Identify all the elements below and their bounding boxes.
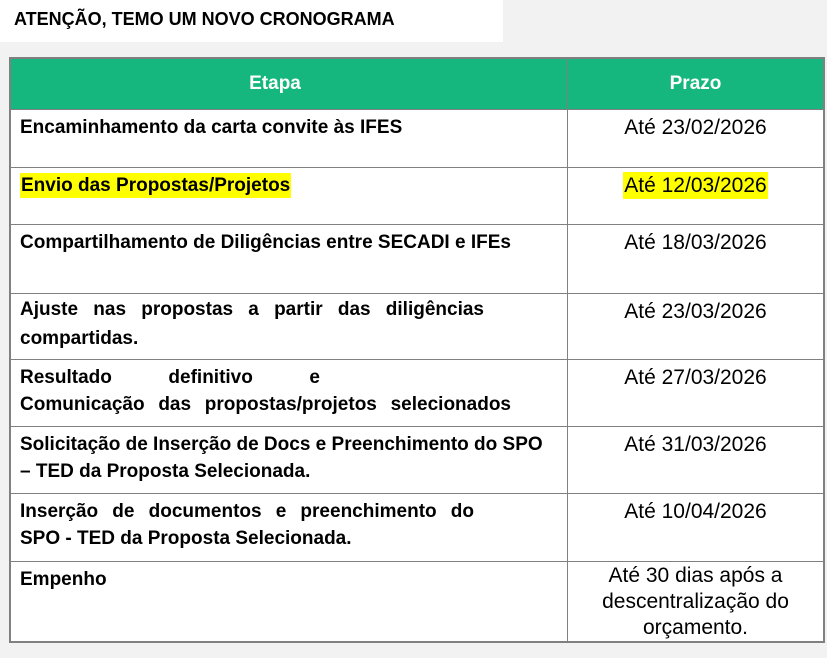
etapa-cell xyxy=(11,494,568,561)
table-row xyxy=(11,426,823,493)
etapa-line: compartidas. xyxy=(20,328,139,349)
etapa-line: Inserção de documentos e preenchimento do xyxy=(20,501,474,522)
table-row xyxy=(11,359,823,426)
notice-title: ATENÇÃO, TEMO UM NOVO CRONOGRAMA xyxy=(14,9,395,29)
highlighted-prazo-text: Até 12/03/2026 xyxy=(624,174,767,197)
etapa-cell xyxy=(11,168,568,224)
etapa-line: – TED da Proposta Selecionada. xyxy=(20,461,311,482)
table-row xyxy=(11,167,823,224)
header-etapa: Etapa xyxy=(11,59,568,109)
prazo-cell xyxy=(568,494,823,561)
etapa-line: Encaminhamento da carta convite às IFES xyxy=(20,117,403,138)
prazo-line: Até 23/03/2026 xyxy=(624,300,767,323)
etapa-line: Compartilhamento de Diligências entre SECADI e IFEs xyxy=(20,232,511,253)
etapa-line: Comunicação das propostas/projetos selecionados xyxy=(20,394,511,415)
table-header xyxy=(11,59,823,109)
prazo-cell xyxy=(568,294,823,359)
notice-banner xyxy=(0,0,503,42)
prazo-cell xyxy=(568,427,823,493)
etapa-cell xyxy=(11,360,568,426)
table-row xyxy=(11,293,823,359)
prazo-line: descentralização do xyxy=(602,590,789,613)
prazo-line: Até 31/03/2026 xyxy=(624,433,767,456)
etapa-line xyxy=(20,172,567,199)
etapa-cell xyxy=(11,225,568,293)
prazo-line: orçamento. xyxy=(642,616,749,639)
table-row xyxy=(11,224,823,293)
prazo-cell xyxy=(568,225,823,293)
prazo-cell xyxy=(568,562,823,641)
schedule-table xyxy=(9,57,825,643)
prazo-line: Até 27/03/2026 xyxy=(624,366,767,389)
etapa-line: SPO - TED da Proposta Selecionada. xyxy=(20,528,352,549)
prazo-line: Até 18/03/2026 xyxy=(624,231,767,254)
prazo-line xyxy=(568,172,823,199)
prazo-line: Até 30 dias após a xyxy=(608,564,783,587)
etapa-line: Solicitação de Inserção de Docs e Preenchimento do SPO xyxy=(20,434,543,455)
prazo-cell xyxy=(568,360,823,426)
table-row xyxy=(11,561,823,641)
etapa-cell xyxy=(11,294,568,359)
etapa-line: Empenho xyxy=(20,569,107,590)
etapa-cell xyxy=(11,110,568,167)
etapa-line: Ajuste nas propostas a partir das diligências xyxy=(20,299,484,320)
highlighted-etapa-text: Envio das Propostas/Projetos xyxy=(21,175,291,196)
etapa-cell xyxy=(11,562,568,641)
etapa-cell xyxy=(11,427,568,493)
table-row xyxy=(11,109,823,167)
header-prazo: Prazo xyxy=(669,73,722,94)
prazo-line: Até 10/04/2026 xyxy=(624,500,767,523)
etapa-line: Resultado definitivo e xyxy=(20,367,320,388)
prazo-line: Até 23/02/2026 xyxy=(624,116,767,139)
prazo-cell xyxy=(568,110,823,167)
table-row xyxy=(11,493,823,561)
prazo-cell xyxy=(568,168,823,224)
